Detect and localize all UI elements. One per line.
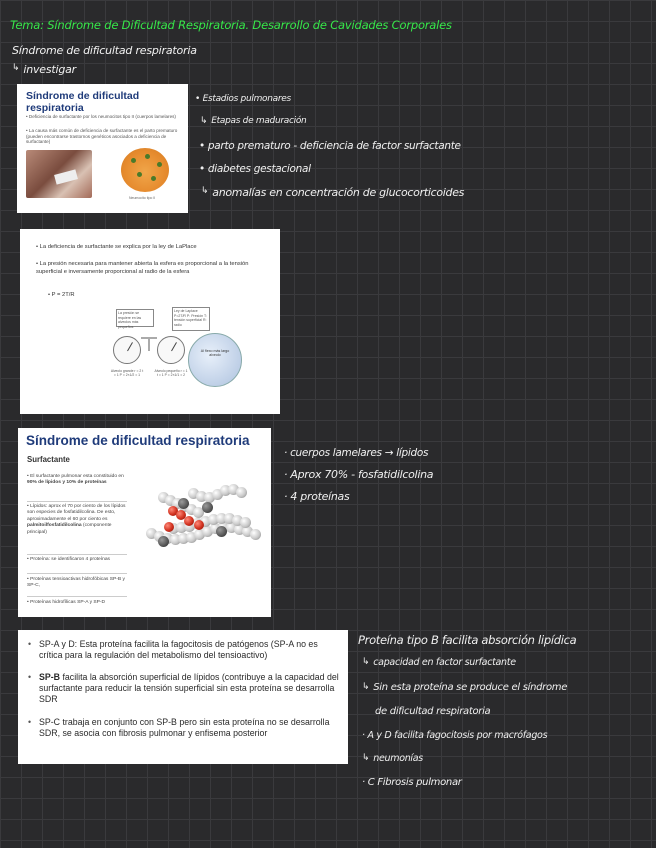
note-line: Proteína tipo B facilita absorción lipídica <box>358 633 577 647</box>
slide-3-bullet: • Proteínas tensioactivas hidrofóbicas SP-B y SP-C, <box>27 577 125 589</box>
slide-3-bullet <box>27 474 132 487</box>
topic-heading: Síndrome de dificultad respiratoria <box>12 44 197 57</box>
sub-arrow-icon: ↳ <box>362 657 370 667</box>
note-line: · A y D facilita fagocitosis por macrófagos <box>362 730 548 741</box>
granule-dot <box>151 176 156 181</box>
sub-arrow-icon: ↳ <box>201 186 209 196</box>
slide-4-bullet <box>28 672 341 705</box>
atom-sphere <box>158 536 169 547</box>
divider <box>27 596 127 597</box>
atom-sphere <box>216 526 227 537</box>
sub-arrow-icon: ↳ <box>12 63 20 73</box>
slide-3-bullet: • Proteínas hidrofílicas SP-A y SP-D <box>27 600 106 605</box>
note-text: Sin esta proteína se produce el síndrome <box>373 682 568 693</box>
note-text: neumonías <box>373 753 423 764</box>
granule-dot <box>145 154 150 159</box>
bullet-text: • Lípidos: aprox el 70 por ciento de los lípidos son especies de fosfatidilcolina. De esto, aproximadamente el 60 por ciento es <box>27 504 126 522</box>
note-line <box>362 753 423 764</box>
alveolus-sphere-label: Al flexo más largo alveolo <box>200 349 230 357</box>
slide-1-bullet: • La causa más común de deficiencia de surfactante es el parto prematuro (pueden encontrarse trastornos genéticos asociados a deficiencia de surfactante) <box>26 128 178 145</box>
laplace-note-box: Ley de Laplace P=2T/R P: Presión T: tensión superficial R: radio <box>172 307 210 331</box>
laplace-note-box: La presión se requiere en las alveolos más pequeños <box>116 309 154 327</box>
slide-4-image <box>18 630 348 764</box>
bullet-bold-text: palmitoilfosfatidilcolina <box>27 523 82 529</box>
note-line: · 4 proteínas <box>284 490 350 503</box>
granule-dot <box>157 162 162 167</box>
sub-arrow-icon: ↳ <box>200 116 208 126</box>
page-title: Tema: Síndrome de Dificultad Respiratoria. Desarrollo de Cavidades Corporales <box>10 18 452 32</box>
todo-text: investigar <box>23 63 76 76</box>
slide-2-bullet: • La deficiencia de surfactante se explica por la ley de LaPlace <box>36 244 197 250</box>
slide-1-caption: Neumocito tipo II <box>129 196 156 200</box>
note-line: • parto prematuro - deficiencia de factor surfactante <box>199 140 461 152</box>
atom-sphere <box>236 487 247 498</box>
pressure-gauge-icon <box>157 336 185 364</box>
note-text: capacidad en factor surfactante <box>373 657 516 668</box>
note-line: • diabetes gestacional <box>199 163 311 175</box>
granule-dot <box>131 158 136 163</box>
note-line <box>201 186 464 199</box>
slide-3-bullet: • Proteína: se identificaron 4 proteínas <box>27 557 110 562</box>
sub-arrow-icon: ↳ <box>362 753 370 763</box>
alveolus-label: Alveolo pequeño r = 1 t = 1 P = 2×1/1 = 2 <box>154 369 188 378</box>
note-line: • Estadios pulmonares <box>195 94 291 104</box>
bullet-text: (componente principal) <box>27 523 112 535</box>
bullet-bold-text: 90% de lípidos y 10% de proteínas <box>27 480 107 486</box>
slide-2-image <box>20 229 280 414</box>
note-line: · Aprox 70% - fosfatidilcolina <box>284 468 434 481</box>
note-text: anomalías en concentración de glucocorticoides <box>212 186 465 199</box>
atom-sphere <box>250 529 261 540</box>
note-line: · cuerpos lamelares → lípidos <box>284 447 429 459</box>
slide-4-bullet: • SP-A y D: Esta proteína facilita la fagocitosis de patógenos (SP-A no es crítica para la regulación del metabolismo del tensioactivo) <box>28 639 341 661</box>
oxygen-atom <box>184 516 194 526</box>
divider <box>27 501 127 502</box>
slide-2-bullet: • La presión necesaria para mantener abierta la esfera es proporcional a la tensión superficial e inversamente proporcional al radio de la esfera <box>36 261 249 275</box>
slide-4-bullet: • SP-C trabaja en conjunto con SP-B pero sin esta proteína no se desarrolla SDR, se asocia con fibrosis pulmonar y enfisema posterior <box>28 717 341 739</box>
alveolus-label: Alveolo grande r = 2 t = 1 P = 2×1/2 = 1 <box>110 369 144 378</box>
oxygen-atom <box>164 522 174 532</box>
slide-1-title: Síndrome de dificultad respiratoria <box>26 90 140 114</box>
slide-3-title: Síndrome de dificultad respiratoria <box>26 433 250 448</box>
atom-sphere <box>240 517 251 528</box>
note-line <box>362 657 516 668</box>
atom-sphere <box>202 502 213 513</box>
divider <box>27 554 127 555</box>
note-line: de dificultad respiratoria <box>375 706 491 717</box>
bullet-text: • El surfactante pulmonar esta constituido en <box>27 474 124 479</box>
sub-arrow-icon: ↳ <box>362 682 370 692</box>
note-line <box>200 116 306 126</box>
note-line <box>362 682 567 693</box>
todo-line <box>12 63 76 76</box>
bullet-bold-text: SP-B <box>39 672 61 682</box>
slide-3-bullet <box>27 504 132 536</box>
granule-dot <box>137 172 142 177</box>
divider <box>27 573 127 574</box>
slide-3-subtitle: Surfactante <box>27 455 70 464</box>
alveolus-sphere <box>188 333 242 387</box>
note-text: Etapas de maduración <box>211 116 307 126</box>
slide-3-image <box>18 428 271 617</box>
note-line: · C Fibrosis pulmonar <box>362 777 462 788</box>
airway-tube <box>148 337 150 351</box>
laplace-formula: • P = 2T/R <box>48 292 75 298</box>
slide-1-image <box>17 84 188 213</box>
bullet-text: facilita la absorción superficial de lípidos (contribuye a la capacidad del surfactante para reducir la tensión superficial sin esta proteína se desarrolla SDR <box>39 672 339 704</box>
slide-1-bullet: • Deficiencia de surfactante por los neumocitos tipo II (cuerpos lamelares) <box>26 114 176 119</box>
oxygen-atom <box>194 520 204 530</box>
pressure-gauge-icon <box>113 336 141 364</box>
atom-sphere <box>178 498 189 509</box>
